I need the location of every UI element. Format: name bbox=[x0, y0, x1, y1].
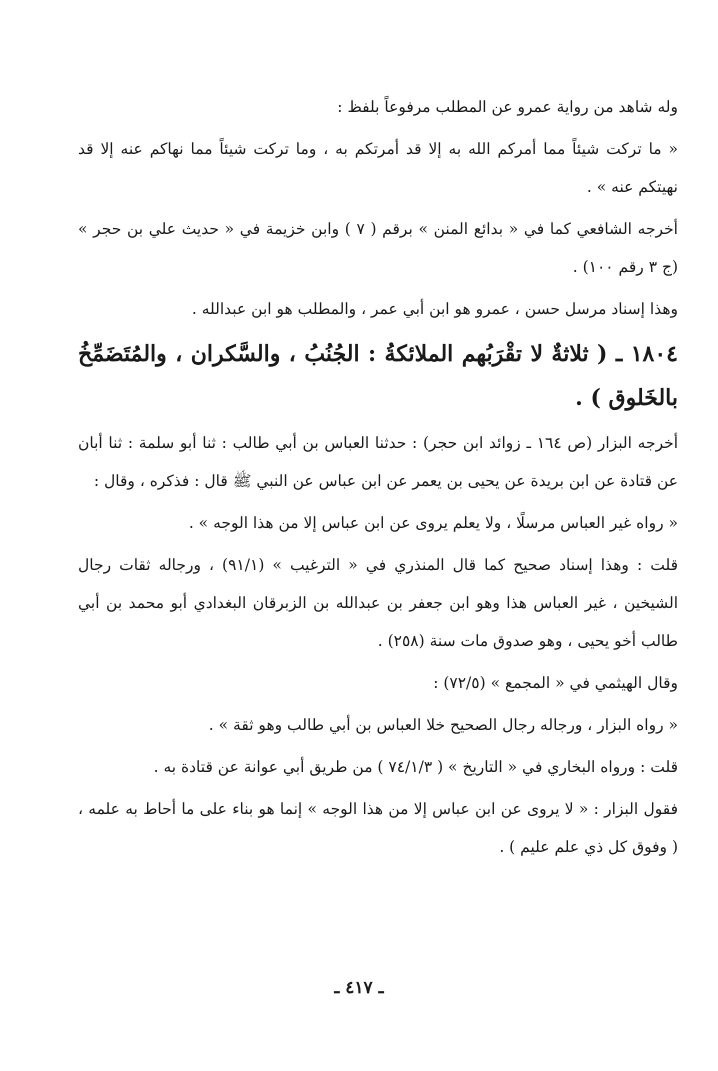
page-text bbox=[78, 88, 678, 866]
paragraph-bazzar-source: أخرجه البزار (ص ١٦٤ ـ زوائد ابن حجر) : حدثنا العباس بن أبي طالب : ثنا أبو سلمة : ثنا أبان عن قتادة عن ابن بريدة عن يحيى بن يعمر عن ابن عباس عن النبي ﷺ قال : فذكره ، وقال : bbox=[78, 434, 679, 490]
hadith-heading-1804: ١٨٠٤ ـ ( ثلاثةٌ لا تقْرَبُهم الملائكةُ : الجُنُبُ ، والسَّكران ، والمُتَضَمِّخُ بالخَلوق ) . bbox=[78, 341, 678, 411]
paragraph-shafii-source: أخرجه الشافعي كما في « بدائع المنن » برقم ( ٧ ) وابن خزيمة في « حديث علي بن حجر » (ج ٣ رقم ١٠٠) . bbox=[78, 220, 678, 276]
paragraph-witness-intro: وله شاهد من رواية عمرو عن المطلب مرفوعاً بلفظ : bbox=[337, 98, 678, 116]
paragraph-haythami-intro: وقال الهيثمي في « المجمع » (٧٢/٥) : bbox=[433, 674, 678, 692]
paragraph-isnad-note: وهذا إسناد مرسل حسن ، عمرو هو ابن أبي عمر ، والمطلب هو ابن عبدالله . bbox=[191, 300, 678, 318]
paragraph-author-comment: قلت : وهذا إسناد صحيح كما قال المنذري في « الترغيب » (٩١/١) ، ورجاله ثقات رجال الشيخين ، غير العباس هذا وهو ابن جعفر بن عبدالله بن الزبرقان البغدادي أبو محمد بن أبي طالب أخو يحيى ، وهو صدوق مات سنة (٢٥٨) . bbox=[78, 556, 678, 650]
page-number: ـ ٤١٧ ـ bbox=[334, 978, 384, 998]
paragraph-conclusion: فقول البزار : « لا يروى عن ابن عباس إلا من هذا الوجه » إنما هو بناء على ما أحاط به علمه ، ( وفوق كل ذي علم عليم ) . bbox=[78, 800, 678, 856]
paragraph-bukhari-source: قلت : ورواه البخاري في « التاريخ » ( ٧٤/١/٣ ) من طريق أبي عوانة عن قتادة به . bbox=[153, 758, 678, 776]
paragraph-witness-quote: « ما تركت شيئاً مما أمركم الله به إلا قد أمرتكم به ، وما تركت شيئاً مما نهاكم عنه إلا قد نهيتكم عنه » . bbox=[78, 140, 678, 196]
paragraph-haythami-quote: « رواه البزار ، ورجاله رجال الصحيح خلا العباس بن أبي طالب وهو ثقة » . bbox=[208, 716, 678, 734]
paragraph-bazzar-quote: « رواه غير العباس مرسلًا ، ولا يعلم يروى عن ابن عباس إلا من هذا الوجه » . bbox=[188, 514, 678, 532]
